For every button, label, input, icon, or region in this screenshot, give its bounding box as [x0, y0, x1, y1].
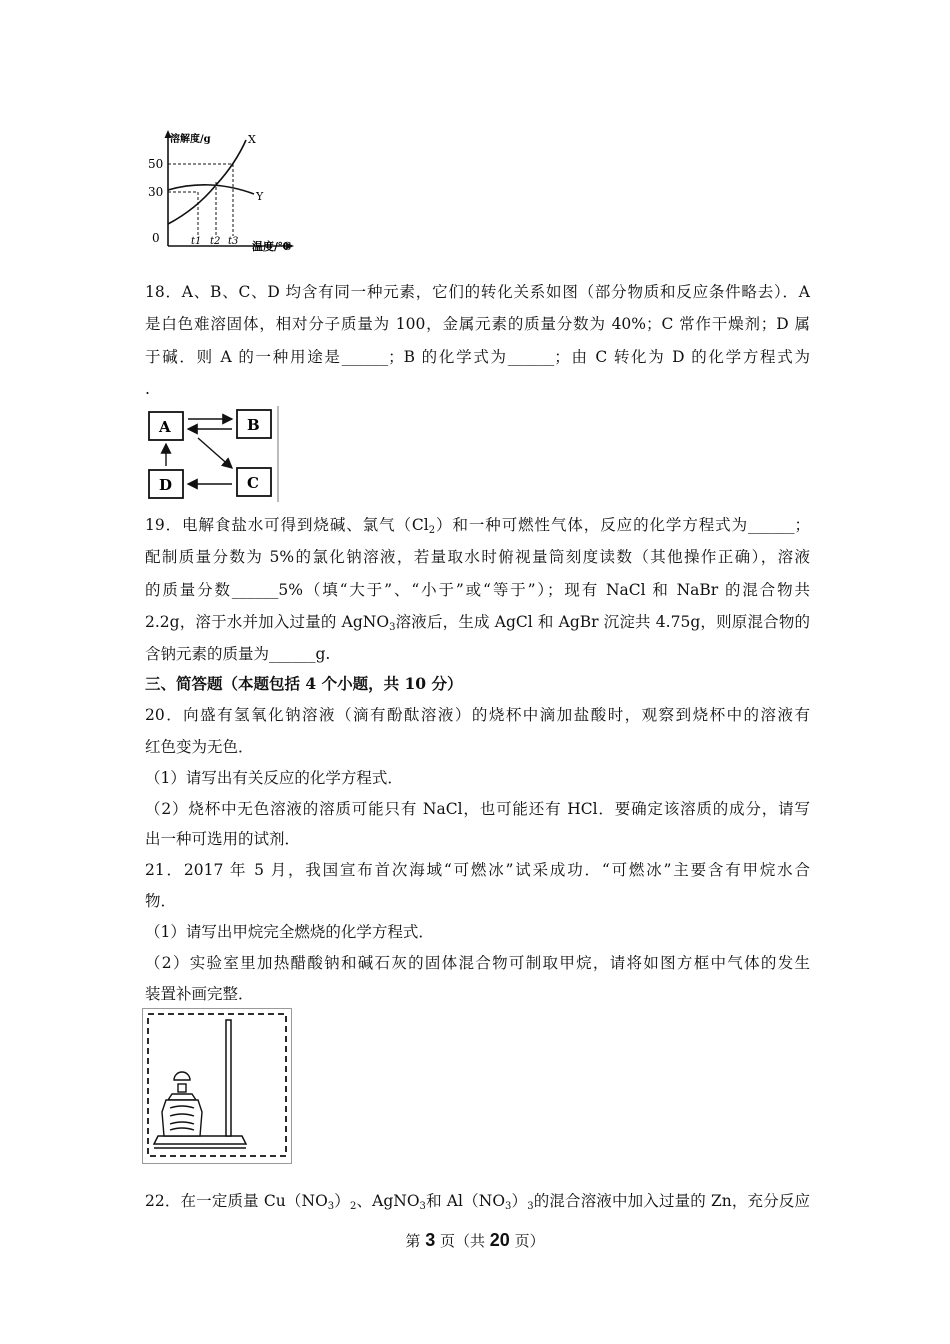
q19-line-5: 含钠元素的质量为______g. [145, 645, 331, 663]
q18-line-3: 于碱．则 A 的一种用途是______；B 的化学式为______；由 C 转化为 D 的化学方程式为 [145, 348, 810, 366]
q21-line-4: （2）实验室里加热醋酸钠和碱石灰的固体混合物可制取甲烷，请将如图方框中气体的发生 [145, 954, 810, 972]
q21-line-3: （1）请写出甲烷完全燃烧的化学方程式． [145, 923, 434, 941]
q22-line-1: 22．在一定质量 $Cu(NO_3)_2$、AgNO$_3$和 $Al(NO_3)_3$的混合溶液中加入过量的 Zn，充分反应 [145, 1192, 810, 1212]
stand-base [154, 1136, 246, 1144]
y-tick-0: 0 [152, 231, 160, 245]
q21-line-2: 物． [145, 892, 177, 910]
q18-line-1: 18．A、B、C、D 均含有同一种元素，它们的转化关系如图（部分物质和反应条件略去）．A [145, 283, 810, 301]
q19-line-2: 配制质量分数为 5%的氯化钠溶液，若量取水时俯视量筒刻度读数（其他操作正确），溶液 [145, 548, 810, 566]
x-tick-t3: t3 [228, 236, 239, 247]
page-total: 20 [489, 1230, 510, 1250]
x-axis-label: 温度/℃ [252, 240, 292, 253]
section-heading: 三、简答题（本题包括 4 个小题，共 10 分） [145, 674, 463, 693]
q18-line-2: 是白色难溶固体，相对分子质量为 100，金属元素的质量分数为 40%；C 常作干燥剂；D 属 [145, 315, 810, 333]
q19-line-1: 19．电解食盐水可得到烧碱、氯气$(Cl_2)$和一种可燃性气体，反应的化学方程式为______； [145, 516, 810, 536]
q19-line-3: 的质量分数______5%（填“大于”、“小于”或“等于”）；现有 NaCl 和 NaBr 的混合物共 [145, 581, 810, 599]
conversion-diagram [142, 406, 280, 502]
box-a-label: A [159, 418, 171, 436]
q20-line-1: 20．向盛有氢氧化钠溶液（滴有酚酞溶液）的烧杯中滴加盐酸时，观察到烧杯中的溶液有 [145, 706, 810, 724]
arrow-b-to-c [198, 438, 232, 468]
apparatus-figure [142, 1008, 292, 1164]
box-d-label: D [159, 476, 173, 494]
box-c-label: C [247, 474, 259, 492]
x-tick-t2: t2 [210, 236, 221, 247]
q19-line-4: 2.2g，溶于水并加入过量的 AgNO$_3$溶液后，生成 AgCl 和 AgBr 沉淀共 4.75g，则原混合物的 [145, 613, 811, 633]
y-axis-label: 溶解度/g [170, 134, 211, 145]
q21-line-5: 装置补画完整． [145, 985, 254, 1003]
q20-line-5: 出一种可选用的试剂． [145, 830, 301, 848]
series-y-label: Y [256, 190, 264, 203]
q20-line-4: （2）烧杯中无色溶液的溶质可能只有 NaCl，也可能还有 HCl．要确定该溶质的成分，请写 [145, 800, 810, 818]
x-tick-t1: t1 [191, 236, 202, 247]
q21-line-1: 21．2017 年 5 月，我国宣布首次海域“可燃冰”试采成功．“可燃冰”主要含有甲烷水合 [145, 861, 810, 879]
q20-line-2: 红色变为无色． [145, 738, 254, 756]
q18-line-4: . [145, 380, 150, 398]
series-x-label: X [248, 133, 256, 146]
page-number: 3 [425, 1230, 436, 1250]
box-b-label: B [247, 416, 260, 434]
y-tick-30: 30 [148, 185, 164, 199]
q20-line-3: （1）请写出有关反应的化学方程式． [145, 769, 403, 787]
solubility-chart [142, 128, 302, 256]
page-footer: 第 3 页（共 20 页） [405, 1230, 545, 1250]
y-tick-50: 50 [148, 157, 164, 171]
stand-rod [226, 1020, 231, 1136]
